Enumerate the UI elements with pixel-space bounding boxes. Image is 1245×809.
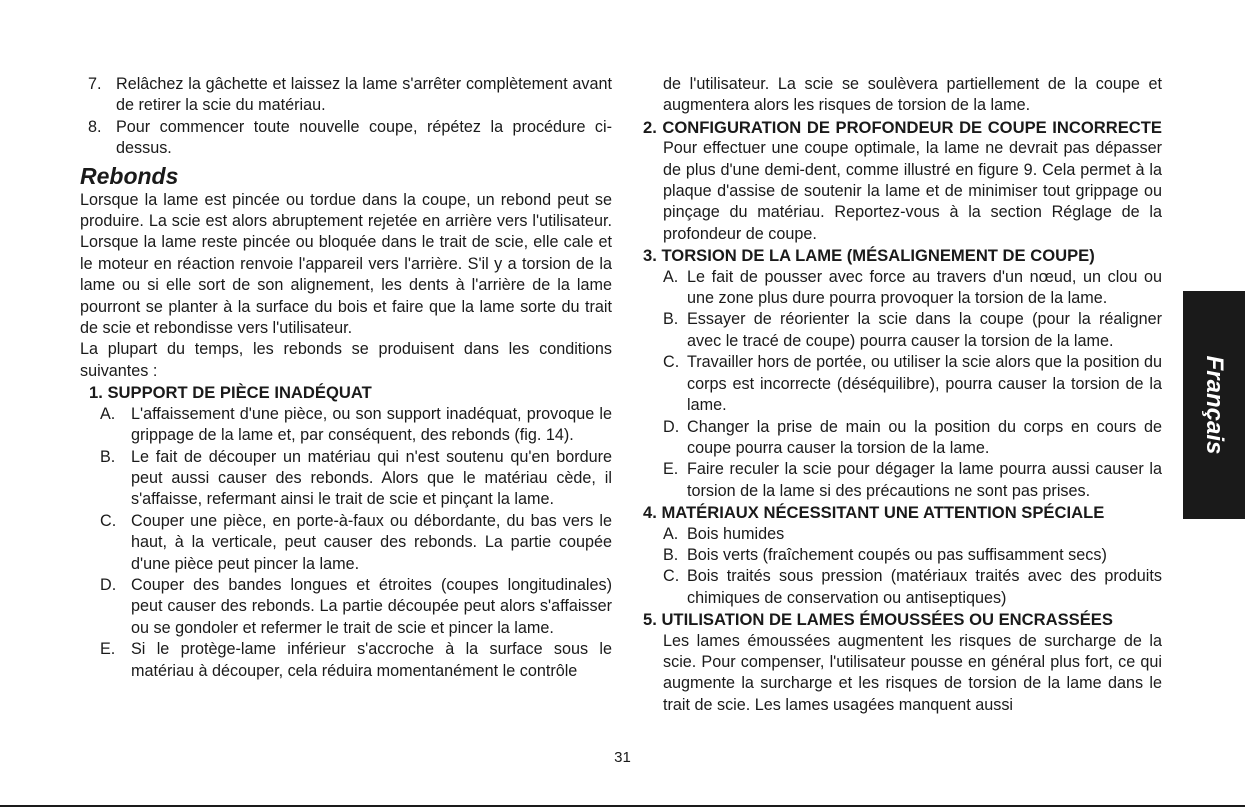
subsection-4-items bbox=[643, 524, 1162, 610]
item-text: Si le protège-lame inférieur s'accroche à la surface sous le matériau à découper, cela réduira momentanément le contrôle bbox=[131, 640, 612, 680]
subsection-title-3: 3. TORSION DE LA LAME (MÉSALIGNEMENT DE COUPE) bbox=[643, 246, 1095, 266]
list-item bbox=[80, 639, 612, 682]
intro-paragraph: Lorsque la lame est pincée ou tordue dans la coupe, un rebond peut se produire. La scie est alors abruptement rejetée en arrière vers l'utilisateur. Lorsque la lame reste pincée ou bloquée dans le trait de scie, elle cale et le moteur en réaction renvoie l'appareil vers l'arrière. S'il y a torsion de la lame ou si elle sort de son alignement, les dents à l'arrière de la lame pourront se planter à la surface du bois et faire que la lame sorte du trait de scie et rebondisse vers l'utilisateur. bbox=[80, 190, 612, 338]
step-text: Pour commencer toute nouvelle coupe, répétez la procédure ci-dessus. bbox=[116, 117, 612, 158]
item-letter: A. bbox=[663, 524, 679, 543]
subsection-title-1: 1. SUPPORT DE PIÈCE INADÉQUAT bbox=[89, 383, 372, 403]
item-text: Le fait de pousser avec force au travers d'un nœud, un clou ou une zone plus dure pourra provoquer la torsion de la lame. bbox=[687, 267, 1162, 308]
subsection-2-text: Pour effectuer une coupe optimale, la lame ne devrait pas dépasser de plus d'une demi-dent, comme illustré en figure 9. Cela permet à la plaque d'assise de soutenir la lame et de minimiser tout grippage ou pinçage du matériau. Reportez-vous à la section Réglage de la profondeur de coupe. bbox=[663, 139, 1162, 243]
item-letter: B. bbox=[663, 545, 679, 564]
item-letter: E. bbox=[100, 640, 116, 659]
list-item bbox=[80, 575, 612, 639]
step-7 bbox=[80, 74, 612, 117]
step-8 bbox=[80, 117, 612, 160]
item-letter: D. bbox=[100, 575, 117, 594]
list-item bbox=[80, 404, 612, 447]
subsection-1-items bbox=[80, 404, 612, 682]
item-letter: B. bbox=[663, 310, 679, 329]
subsection-3-items bbox=[643, 267, 1162, 502]
subsection-5-text: Les lames émoussées augmentent les risques de surcharge de la scie. Pour compenser, l'utilisateur pousse en général plus fort, ce qui augmente la surcharge et les risques de torsion de la lame dans le trait de scie. Les lames usagées manquent aussi bbox=[663, 631, 1162, 714]
page-number: 31 bbox=[614, 749, 631, 766]
step-number: 8. bbox=[88, 117, 102, 136]
item-text: Couper une pièce, en porte-à-faux ou débordante, du bas vers le haut, à la verticale, peut causer des rebonds. La partie coupée d'une pièce peut pincer la lame. bbox=[131, 511, 612, 573]
item-text: Essayer de réorienter la scie dans la coupe (pour la réaligner avec le tracé de coupe) pourra causer la torsion de la lame. bbox=[687, 310, 1162, 350]
item-text: Bois verts (fraîchement coupés ou pas suffisamment secs) bbox=[687, 545, 1107, 564]
item-text: L'affaissement d'une pièce, ou son support inadéquat, provoque le grippage de la lame et, par conséquent, des rebonds (fig. 14). bbox=[131, 404, 612, 445]
continued-text: de l'utilisateur. La scie se soulèvera partiellement de la coupe et augmentera alors les risques de torsion de la lame. bbox=[663, 75, 1162, 115]
subsection-title-5: 5. UTILISATION DE LAMES ÉMOUSSÉES OU ENCRASSÉES bbox=[643, 610, 1113, 630]
item-letter: B. bbox=[100, 447, 116, 466]
item-text: Le fait de découper un matériau qui n'est soutenu qu'en bordure peut aussi causer des rebonds. Alors que le matériau cède, il s'affaisse, refermant ainsi le trait de scie et pinçant la lame. bbox=[131, 447, 612, 509]
list-item bbox=[643, 566, 1162, 609]
item-text: Bois humides bbox=[687, 524, 785, 543]
item-letter: A. bbox=[663, 267, 679, 286]
list-item bbox=[643, 309, 1162, 352]
item-text: Faire reculer la scie pour dégager la lame pourra aussi causer la torsion de la lame si des précautions ne sont pas prises. bbox=[687, 460, 1162, 500]
list-item bbox=[643, 545, 1162, 566]
item-letter: C. bbox=[100, 511, 117, 530]
item-letter: C. bbox=[663, 353, 680, 372]
list-item bbox=[643, 524, 1162, 545]
item-letter: D. bbox=[663, 417, 680, 436]
section-heading-rebonds: Rebonds bbox=[80, 162, 179, 189]
left-column bbox=[80, 74, 612, 682]
language-tab-label: Français bbox=[1201, 355, 1228, 455]
list-item bbox=[80, 447, 612, 511]
item-text: Couper des bandes longues et étroites (coupes longitudinales) peut causer des rebonds. La partie découpée peut alors s'affaisser ou se gondoler et refermer le trait de scie et pincer la lame. bbox=[131, 575, 612, 637]
list-item bbox=[643, 267, 1162, 310]
list-item bbox=[643, 417, 1162, 460]
step-number: 7. bbox=[88, 75, 102, 93]
list-item bbox=[643, 459, 1162, 502]
subsection-title-4: 4. MATÉRIAUX NÉCESSITANT UNE ATTENTION SPÉCIALE bbox=[643, 503, 1105, 523]
list-item bbox=[80, 511, 612, 575]
item-letter: E. bbox=[663, 460, 679, 479]
item-text: Travailler hors de portée, ou utiliser la scie alors que la position du corps est incorrecte (déséquilibre), pourra causer la torsion de la lame. bbox=[687, 353, 1162, 415]
right-column bbox=[643, 74, 1162, 716]
item-letter: C. bbox=[663, 567, 680, 586]
intro-paragraph-2: La plupart du temps, les rebonds se produisent dans les conditions suivantes : bbox=[80, 340, 612, 380]
item-text: Changer la prise de main ou la position du corps en cours de coupe pourra causer la torsion de la lame. bbox=[687, 417, 1162, 457]
bottom-rule bbox=[0, 805, 1245, 807]
item-text: Bois traités sous pression (matériaux traités avec des produits chimiques de conservation ou antiseptiques) bbox=[687, 567, 1162, 607]
list-item bbox=[643, 352, 1162, 416]
subsection-title-2: 2. CONFIGURATION DE PROFONDEUR DE COUPE INCORRECTE bbox=[643, 117, 1162, 137]
item-letter: A. bbox=[100, 404, 116, 423]
step-text: Relâchez la gâchette et laissez la lame s'arrêter complètement avant de retirer la scie du matériau. bbox=[116, 75, 612, 115]
language-side-tab bbox=[1183, 291, 1245, 519]
